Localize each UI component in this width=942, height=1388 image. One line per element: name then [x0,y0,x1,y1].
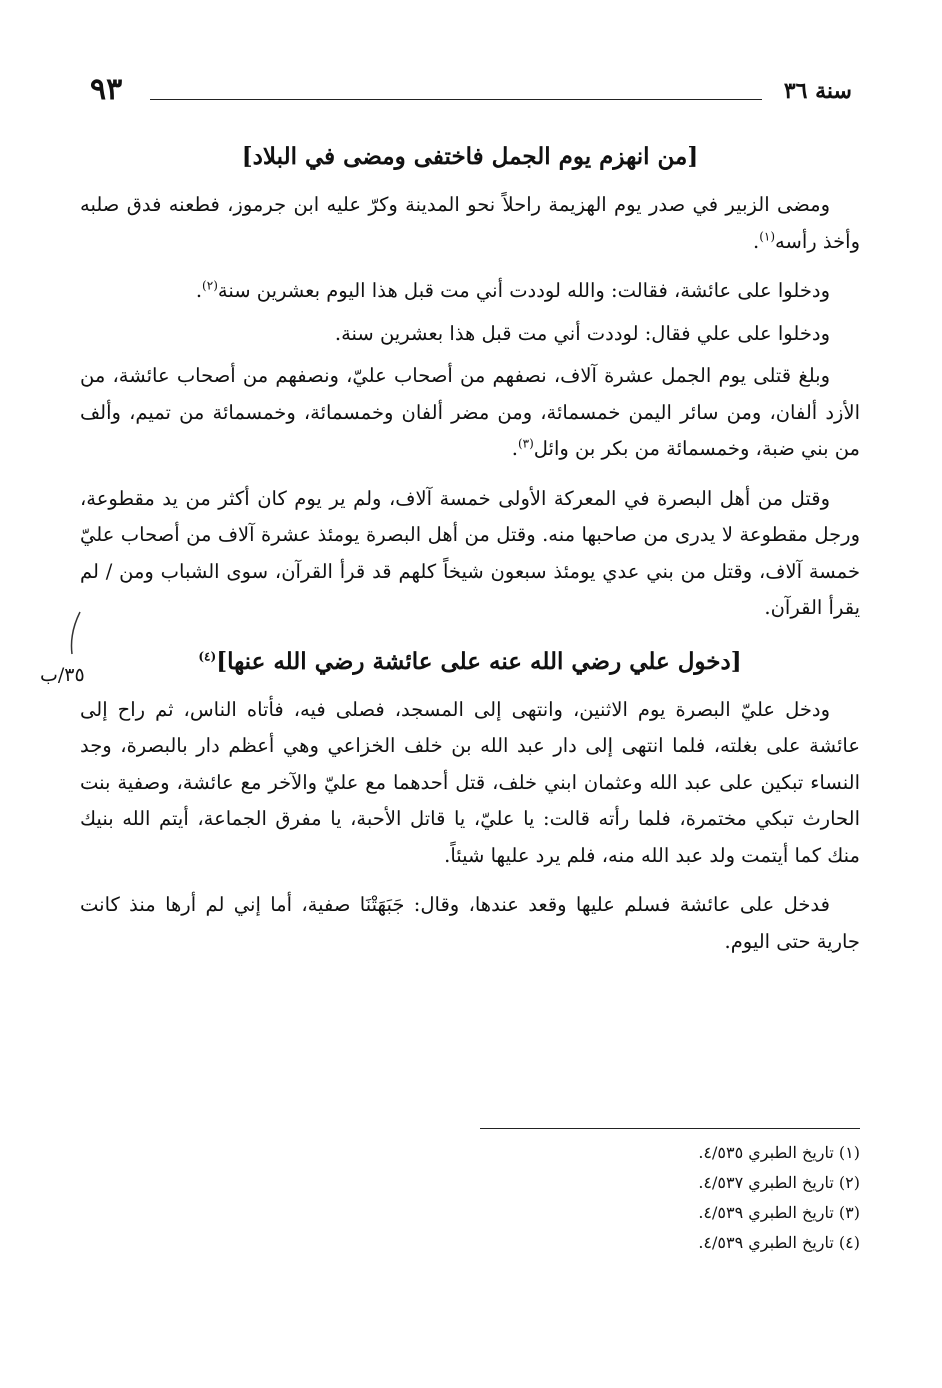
paragraph-4-text: وبلغ قتلى يوم الجمل عشرة آلاف، نصفهم من أصحاب عليّ، ونصفهم من أصحاب عائشة، من الأزد ألفان، ومن سائر اليمن خمسمائة، ومن مضر ألفان وخمسمائة، وخمسمائة من تميم، وألف من بني ضبة، وخمسمائة من بكر بن وائل [80,364,860,460]
footnotes [360,1138,860,1258]
paragraph-2-text: ودخلوا على عائشة، فقالت: والله لوددت أني مت قبل هذا اليوم بعشرين سنة [217,279,830,302]
footnote-2: (٢) تاريخ الطبري ٤/٥٣٧. [698,1173,860,1192]
footnote-ref-2[interactable]: (٢) [202,278,218,293]
footnote-1: (١) تاريخ الطبري ٤/٥٣٥. [698,1143,860,1162]
paragraph-1-text: ومضى الزبير في صدر يوم الهزيمة راحلاً نحو المدينة وكرّ عليه ابن جرموز، فطعنه فدق صلبه وأخذ رأسه [80,193,860,253]
paragraph-3 [80,316,860,353]
paragraph-3-text: ودخلوا على علي فقال: لوددت أني مت قبل هذا بعشرين سنة. [334,321,830,345]
section-heading-2 [80,640,860,684]
running-head-year: سنة ٣٦ [783,78,852,104]
footnote-ref-1[interactable]: (١) [759,229,776,243]
paragraph-4: وبلغ قتلى يوم الجمل عشرة آلاف، نصفهم من أصحاب عليّ، ونصفهم من أصحاب عائشة، من الأزد ألفان، ومن سائر اليمن خمسمائة، ومن مضر ألفان وخمسمائة، وخمسمائة من تميم، وألف من بني ضبة، وخمسمائة من بكر بن وائل$^{(٣)}$. [80,364,860,460]
footnote-ref-4[interactable]: (٤) [198,648,217,663]
section-heading-2-text: [دخول علي رضي الله عنه على عائشة رضي الله عنها] [216,647,742,675]
paragraph-5 [80,481,860,627]
paragraph-7 [80,887,860,960]
paragraph-7-text: فدخل على عائشة فسلم عليها وقعد عندها، وقال: جَبَهَتْنَا صفية، أما إني لم أرها منذ كانت جارية حتى اليوم. [80,893,860,953]
footnote-rule [480,1128,860,1129]
margin-mark-icon [66,610,84,656]
footnote-3: (٣) تاريخ الطبري ٤/٥٣٩. [698,1203,860,1222]
paragraph-1: ومضى الزبير في صدر يوم الهزيمة راحلاً نحو المدينة وكرّ عليه ابن جرموز، فطعنه فدق صلبه وأخذ رأسه$^{(١)}$. [80,193,860,253]
footnote-4: (٤) تاريخ الطبري ٤/٥٣٩. [698,1233,860,1252]
main-text [80,135,860,973]
paragraph-6 [80,692,860,875]
page-header [90,72,852,118]
footnote-ref-3[interactable]: (٣) [517,436,534,451]
paragraph-2: ودخلوا على عائشة، فقالت: والله لوددت أني مت قبل هذا اليوم بعشرين سنة$^{(٢)}$. [195,278,830,302]
header-rule [150,99,762,100]
manuscript-folio-note: ٣٥/ب [40,664,85,686]
section-heading-1: [من انهزم يوم الجمل فاختفى ومضى في البلاد] [241,143,699,170]
paragraph-6-text: ودخل عليّ البصرة يوم الاثنين، وانتهى إلى المسجد، فصلى فيه، فأتاه الناس، ثم راح إلى عائشة على بغلته، فلما انتهى إلى دار عبد الله بن خلف الخزاعي وهي أعظم دار بالبصرة، وجد النساء تبكين على عبد الله وعثمان ابني خلف، قتل أحدهما مع عليّ والآخر مع عائشة، وصفية بنت الحارث تبكي مختمرة، فلما رأته قالت: يا عليّ، يا قاتل الأحبة، يا مفرق الجماعة، أيتم الله بنيك منك كما أيتمت ولد عبد الله منه، فلم يرد عليها شيئاً. [80,697,860,867]
page-number: ٩٣ [90,72,123,107]
paragraph-5-text: وقتل من أهل البصرة في المعركة الأولى خمسة آلاف، ولم ير يوم كان أكثر من يد مقطوعة، ورجل مقطوعة لا يدرى من صاحبها منه. وقتل من أهل البصرة يومئذ عشرة آلاف من أصحاب عليّ خمسة آلاف، وقتل من بني عدي يومئذ سبعون شيخاً كلهم قد قرأ القرآن، سوى الشباب ومن / لم يقرأ القرآن. [80,486,860,619]
